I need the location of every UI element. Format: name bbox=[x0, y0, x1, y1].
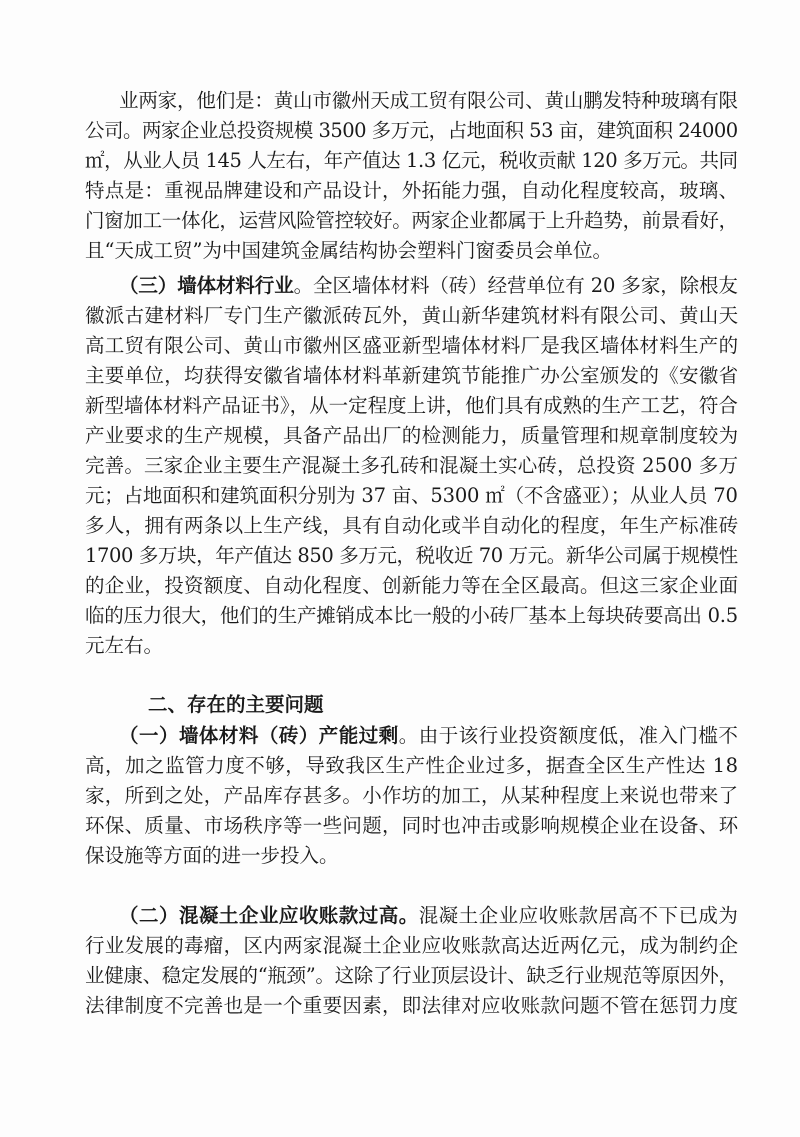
body-text: 多人，拥有两条以上生产线，具有自动化或半自动化的程度，年生产标准砖 bbox=[85, 514, 739, 537]
body-text: 。全区墙体材料（砖）经营单位有 20 多家，除根友 bbox=[293, 274, 738, 297]
text-line bbox=[85, 844, 339, 868]
body-text: 保设施等方面的进一步投入。 bbox=[85, 844, 339, 867]
text-line bbox=[85, 119, 738, 143]
text-line bbox=[85, 604, 738, 628]
text-line bbox=[85, 574, 738, 598]
body-text: 完善。三家企业主要生产混凝土多孔砖和混凝土实心砖，总投资 2500 多万 bbox=[85, 454, 739, 477]
text-line bbox=[85, 514, 738, 538]
body-text: 混凝土企业应收账款居高不下已成为 bbox=[418, 904, 739, 927]
text-line bbox=[148, 693, 324, 717]
text-line bbox=[85, 814, 738, 838]
text-line bbox=[85, 364, 738, 388]
body-text: 家，所到之处，产品库存甚多。小作坊的加工，从某种程度上来说也带来了 bbox=[85, 784, 739, 807]
body-text: 1700 多万块，年产值达 850 多万元，税收近 70 万元。新华公司属于规模性 bbox=[85, 544, 738, 567]
text-line bbox=[85, 754, 739, 778]
body-text: 的企业，投资额度、自动化程度、创新能力等在全区最高。但这三家企业面 bbox=[85, 574, 739, 597]
body-text: 环保、质量、市场秩序等一些问题，同时也冲击或影响规模企业在设备、环 bbox=[85, 814, 739, 837]
body-text: 高，加之监管力度不够，导致我区生产性企业过多，据查全区生产性达 18 bbox=[85, 754, 739, 777]
body-text: 行业发展的毒瘤，区内两家混凝土企业应收账款高达近两亿元，成为制约企 bbox=[85, 934, 739, 957]
body-text: 公司。两家企业总投资规模 3500 多万元，占地面积 53 亩，建筑面积 24000 bbox=[85, 119, 738, 142]
text-line bbox=[85, 544, 738, 568]
body-text: 业两家，他们是：黄山市徽州天成工贸有限公司、黄山鹏发特种玻璃有限 bbox=[119, 89, 738, 112]
body-text: 临的压力很大，他们的生产摊销成本比一般的小砖厂基本上每块砖要高出 0.5 bbox=[85, 604, 738, 627]
body-text: 法律制度不完善也是一个重要因素，即法律对应收账款问题不管在惩罚力度 bbox=[85, 994, 739, 1017]
text-line bbox=[119, 89, 738, 113]
text-line bbox=[85, 934, 738, 958]
bold-heading-text: 二、存在的主要问题 bbox=[148, 693, 324, 716]
text-line bbox=[119, 904, 738, 928]
body-text: 元左右。 bbox=[85, 634, 164, 657]
text-line bbox=[85, 634, 163, 658]
text-line bbox=[85, 304, 738, 328]
text-line bbox=[85, 784, 738, 808]
body-text: 且“天成工贸”为中国建筑金属结构协会塑料门窗委员会单位。 bbox=[85, 239, 612, 262]
text-line bbox=[85, 209, 738, 233]
body-text: 业健康、稳定发展的“瓶颈”。这除了行业顶层设计、缺乏行业规范等原因外， bbox=[85, 964, 738, 987]
text-line bbox=[85, 239, 612, 263]
text-line bbox=[85, 179, 738, 203]
body-text: ㎡，从业人员 145 人左右，年产值达 1.3 亿元，税收贡献 120 多万元。共同 bbox=[85, 149, 738, 172]
body-text: 产业要求的生产规模，具备产品出厂的检测能力，质量管理和规章制度较为 bbox=[85, 424, 739, 447]
body-text: 新型墙体材料产品证书》，从一定程度上讲，他们具有成熟的生产工艺，符合 bbox=[85, 394, 738, 417]
text-line bbox=[85, 334, 738, 358]
body-text: 高工贸有限公司、黄山市徽州区盛亚新型墙体材料厂是我区墙体材料生产的 bbox=[85, 334, 739, 357]
text-line bbox=[85, 964, 738, 988]
text-line bbox=[85, 394, 738, 418]
bold-heading-text: （二）混凝土企业应收账款过高。 bbox=[119, 904, 419, 927]
text-line bbox=[119, 724, 738, 748]
body-text: 元；占地面积和建筑面积分别为 37 亩、5300 ㎡（不含盛亚）；从业人员 70 bbox=[85, 484, 738, 507]
text-line bbox=[85, 149, 738, 173]
text-line bbox=[85, 994, 738, 1018]
text-line bbox=[85, 484, 738, 508]
body-text: 主要单位，均获得安徽省墙体材料革新建筑节能推广办公室颁发的《安徽省 bbox=[85, 364, 739, 387]
text-line bbox=[85, 424, 738, 448]
bold-heading-text: （一）墙体材料（砖）产能过剩 bbox=[119, 724, 399, 747]
body-text: 徽派古建材料厂专门生产徽派砖瓦外，黄山新华建筑材料有限公司、黄山天 bbox=[85, 304, 739, 327]
body-text: 门窗加工一体化，运营风险管控较好。两家企业都属于上升趋势，前景看好， bbox=[85, 209, 738, 232]
text-line bbox=[85, 454, 738, 478]
body-text: 特点是：重视品牌建设和产品设计，外拓能力强，自动化程度较高，玻璃、 bbox=[85, 179, 739, 202]
bold-heading-text: （三）墙体材料行业 bbox=[119, 274, 294, 297]
body-text: 。由于该行业投资额度低，准入门槛不 bbox=[398, 724, 739, 747]
text-line bbox=[119, 274, 738, 298]
